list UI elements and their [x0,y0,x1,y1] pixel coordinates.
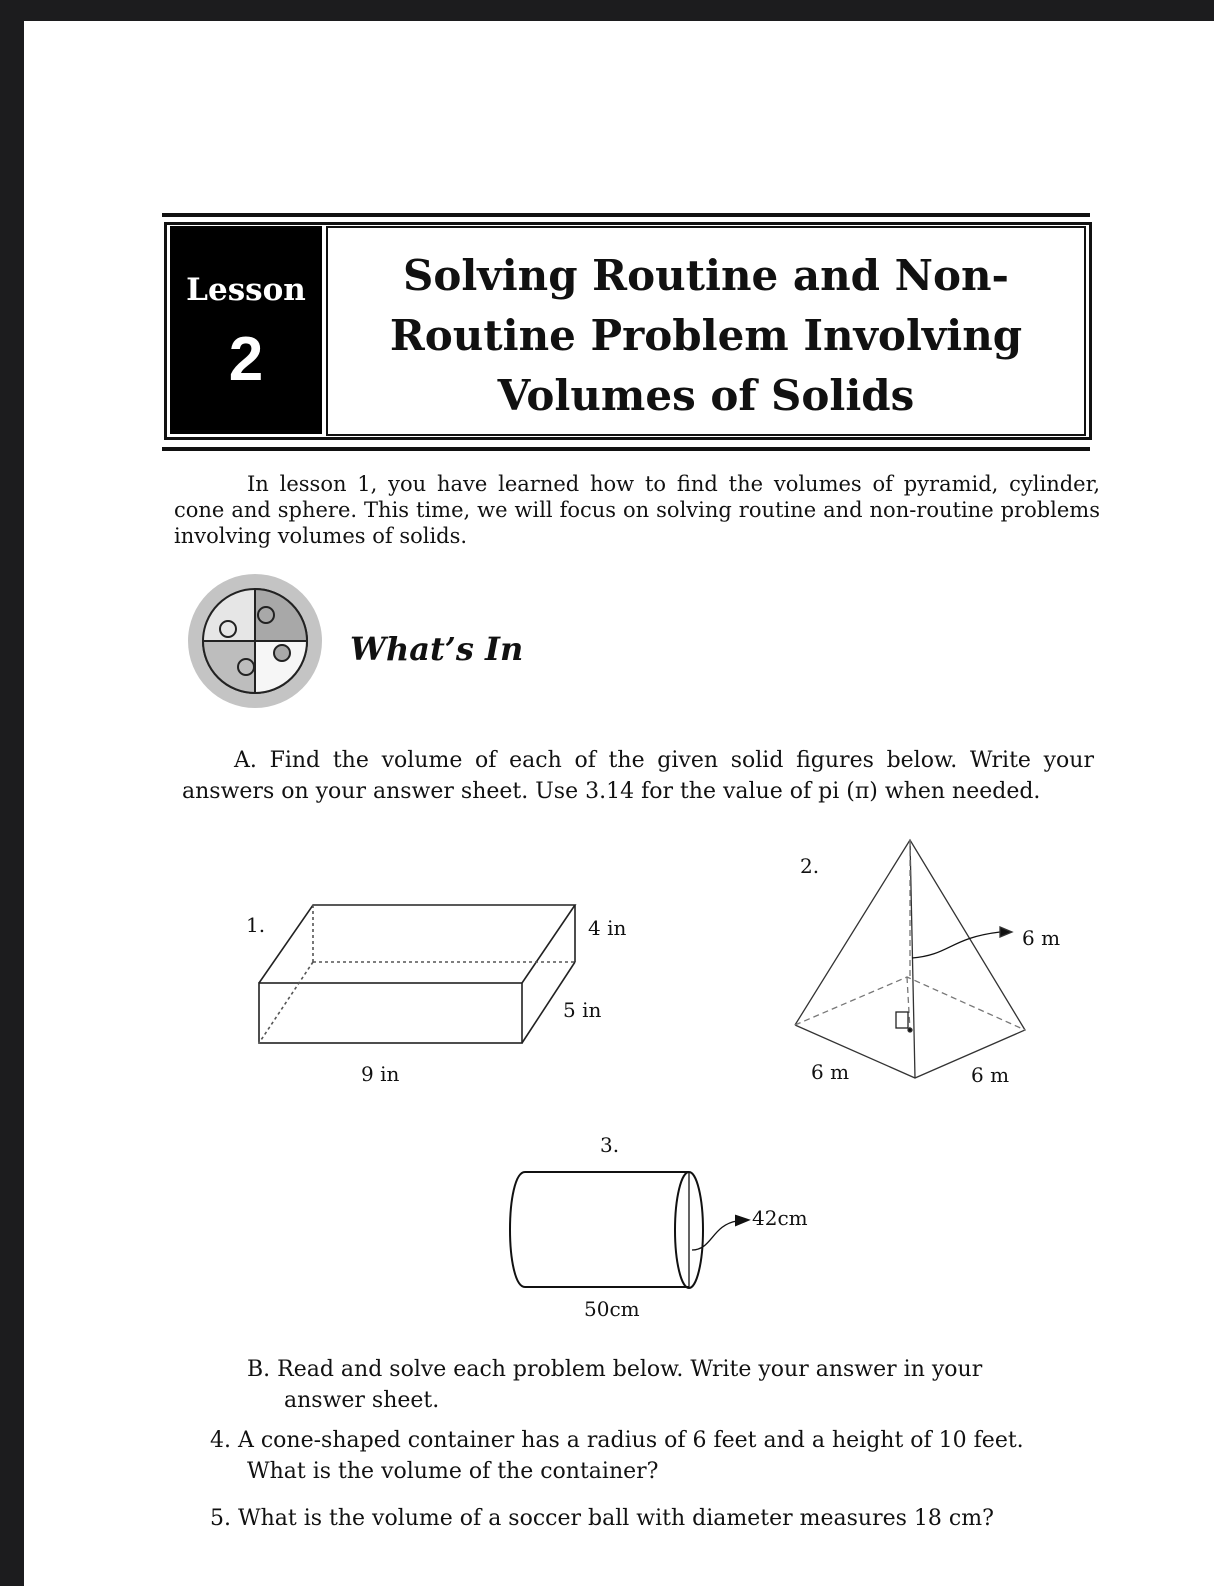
lesson-title [328,246,1084,426]
prism-width-label: 5 in [563,998,602,1022]
prism-length-label: 9 in [361,1062,400,1086]
figure-2-number: 2. [800,854,820,878]
pyramid-base-label: 6 m [811,1060,850,1084]
part-b-instructions [247,1354,982,1416]
cylinder-diameter-label: 42cm [752,1206,808,1230]
text-line: B. Read and solve each problem below. Write your answer in your [247,1357,983,1382]
text-line: What is the volume of the container? [247,1459,659,1484]
puzzle-icon [186,573,326,713]
text-line: answer sheet. [284,1388,440,1413]
figure-1-number: 1. [246,913,266,937]
title-box [326,226,1086,436]
title-line: Routine Problem Involving [389,311,1023,360]
pyramid-height-label: 6 m [1022,926,1061,950]
square-pyramid [795,840,1025,1078]
prism-height-label: 4 in [588,916,627,940]
pyramid-base-label: 6 m [971,1063,1010,1087]
part-a-instructions: A. Find the volume of each of the given solid figures below. Write your answers on your answer sheet. Use 3.14 for the value of pi (π) when needed. [182,748,1094,804]
cylinder [510,1172,748,1288]
lesson-number: 2 [228,325,264,394]
figure-3-number: 3. [600,1133,620,1157]
lesson-label: Lesson [186,272,306,308]
problem-5: 5. What is the volume of a soccer ball with diameter measures 18 cm? [210,1506,994,1531]
intro-paragraph: In lesson 1, you have learned how to find the volumes of pyramid, cylinder, cone and sphere. This time, we will focus on solving routine and non-routine problems involving volumes of solids. [174,472,1100,548]
text-line: 4. A cone-shaped container has a radius of 6 feet and a height of 10 feet. [210,1428,1024,1453]
cylinder-length-label: 50cm [584,1297,640,1321]
title-line: Volumes of Solids [497,371,915,420]
lesson-badge [170,226,322,434]
rectangular-prism [259,905,575,1043]
problem-4 [210,1425,1024,1487]
section-title: What’s In [350,630,524,668]
solid-figures [0,830,1214,1310]
title-line: Solving Routine and Non- [403,251,1009,300]
